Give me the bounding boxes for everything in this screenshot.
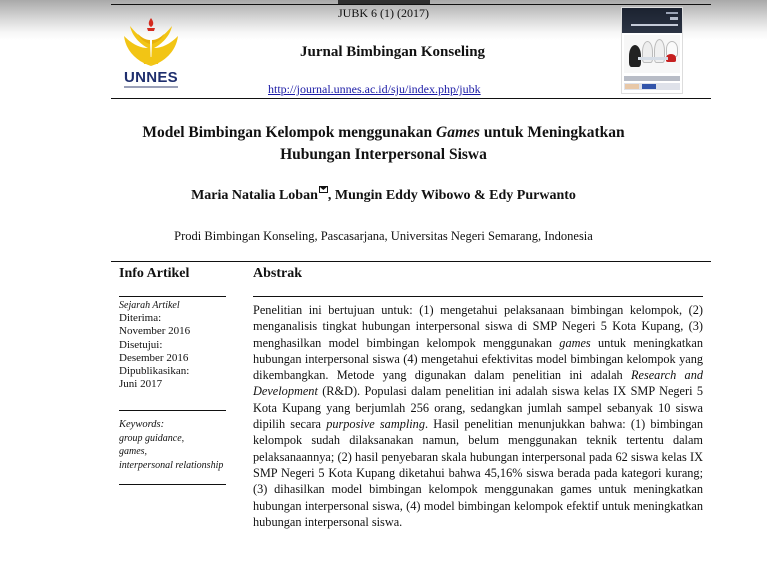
article-history [119, 299, 239, 391]
abstract-body [253, 302, 703, 530]
info-rule [119, 296, 226, 297]
paper-title [0, 122, 767, 166]
cover-photo [624, 35, 680, 73]
info-rule [119, 484, 226, 485]
title-text-2: untuk Meningkatkan [479, 124, 625, 141]
keyword: interpersonal relationship [119, 459, 224, 471]
received-value: November 2016 [119, 325, 191, 338]
logo-subtitle [124, 86, 178, 88]
keyword: games, [119, 446, 148, 457]
unnes-logo-icon [118, 14, 184, 90]
abstract-text: Penelitian ini bertujuan untuk: (1) mengetahui pelaksanaan bimbingan kelompok, (2) menganalisis tingkat hubungan interpersonal siswa di SMP Negeri 5 Kota Kupang, (3) menghasilkan model bimbingan kelompok menggunakan [253, 303, 703, 350]
journal-code-text: JUBK 6 (1) (2017) [338, 6, 429, 20]
published-value: Juni 2017 [119, 378, 163, 391]
keywords [119, 418, 249, 472]
abstract-italic: purposive sampling [326, 417, 425, 432]
title-italic: Games [436, 124, 480, 141]
abstrak-heading: Abstrak [253, 266, 303, 281]
approved-value: Desember 2016 [119, 351, 189, 364]
abstract-text: . Hasil penelitian menunjukkan bahwa: (1) bimbingan kelompok sudah dilaksanakan namun, belum menggunakan teknik tertentu dalam pelaksanaannya; (2) hasil penyebaran skala hubungan interpersonal pada 62 siswa kelas IX SMP Negeri 5 Kota Kupang diketahui bahwa 45,16% siswa berada pada kategori kurang; (3) dihasilkan model bimbingan kelompok menggunakan games untuk meningkatkan hubungan interpersonal siswa, (4) model bimbingan kelompok efektif untuk meningkatkan hubungan interpersonal siswa. [253, 417, 703, 529]
keyword: group guidance, [119, 432, 185, 444]
title-text-1: Model Bimbingan Kelompok menggunakan [142, 124, 437, 141]
authors [0, 188, 767, 204]
journal-cover-thumbnail [621, 7, 683, 94]
received-label: Diterima: [119, 312, 162, 325]
section-divider [111, 261, 711, 262]
published-label: Dipublikasikan: [119, 365, 190, 378]
journal-url-link[interactable]: http://journal.unnes.ac.id/sju/index.php/jubk [268, 82, 481, 96]
abstract-rule [253, 296, 703, 297]
logo-text: UNNES [123, 69, 178, 86]
envelope-icon[interactable] [319, 186, 328, 193]
info-artikel-heading: Info Artikel [119, 266, 190, 281]
journal-title: Jurnal Bimbingan Konseling [300, 44, 486, 60]
abstract-text: untuk meningkatkan hubungan interpersonal siswa (4) mengetahui efektivitas model bimbingan kelompok yang dikembangkan. Metode yang digunakan dalam penelitian ini adalah [253, 335, 703, 383]
author-corresponding: Maria Natalia Loban [191, 188, 318, 203]
history-label: Sejarah Artikel [119, 300, 180, 311]
header-rule-top [111, 4, 711, 5]
cover-header [622, 8, 682, 33]
title-text-line2: Hubungan Interpersonal Siswa [280, 146, 487, 163]
info-rule [119, 410, 226, 411]
keywords-label: Keywords: [119, 419, 165, 430]
abstract-text: (R&D). Populasi dalam penelitian ini adalah siswa kelas IX SMP Negeri 5 Kota Kupang yang berjumlah 256 orang, sedangkan jumlah sampel sebanyak 10 siswa dipilih secara [253, 384, 703, 432]
header-rule-bottom [111, 98, 711, 99]
authors-rest: , Mungin Eddy Wibowo & Edy Purwanto [327, 188, 576, 203]
cover-logos-strip [624, 83, 680, 90]
abstract-italic: Research and Development [253, 368, 703, 399]
cover-index-strip [624, 76, 680, 81]
approved-label: Disetujui: [119, 338, 163, 351]
affiliation: Prodi Bimbingan Konseling, Pascasarjana, Universitas Negeri Semarang, Indonesia [174, 229, 593, 243]
abstract-italic: games [559, 335, 591, 350]
